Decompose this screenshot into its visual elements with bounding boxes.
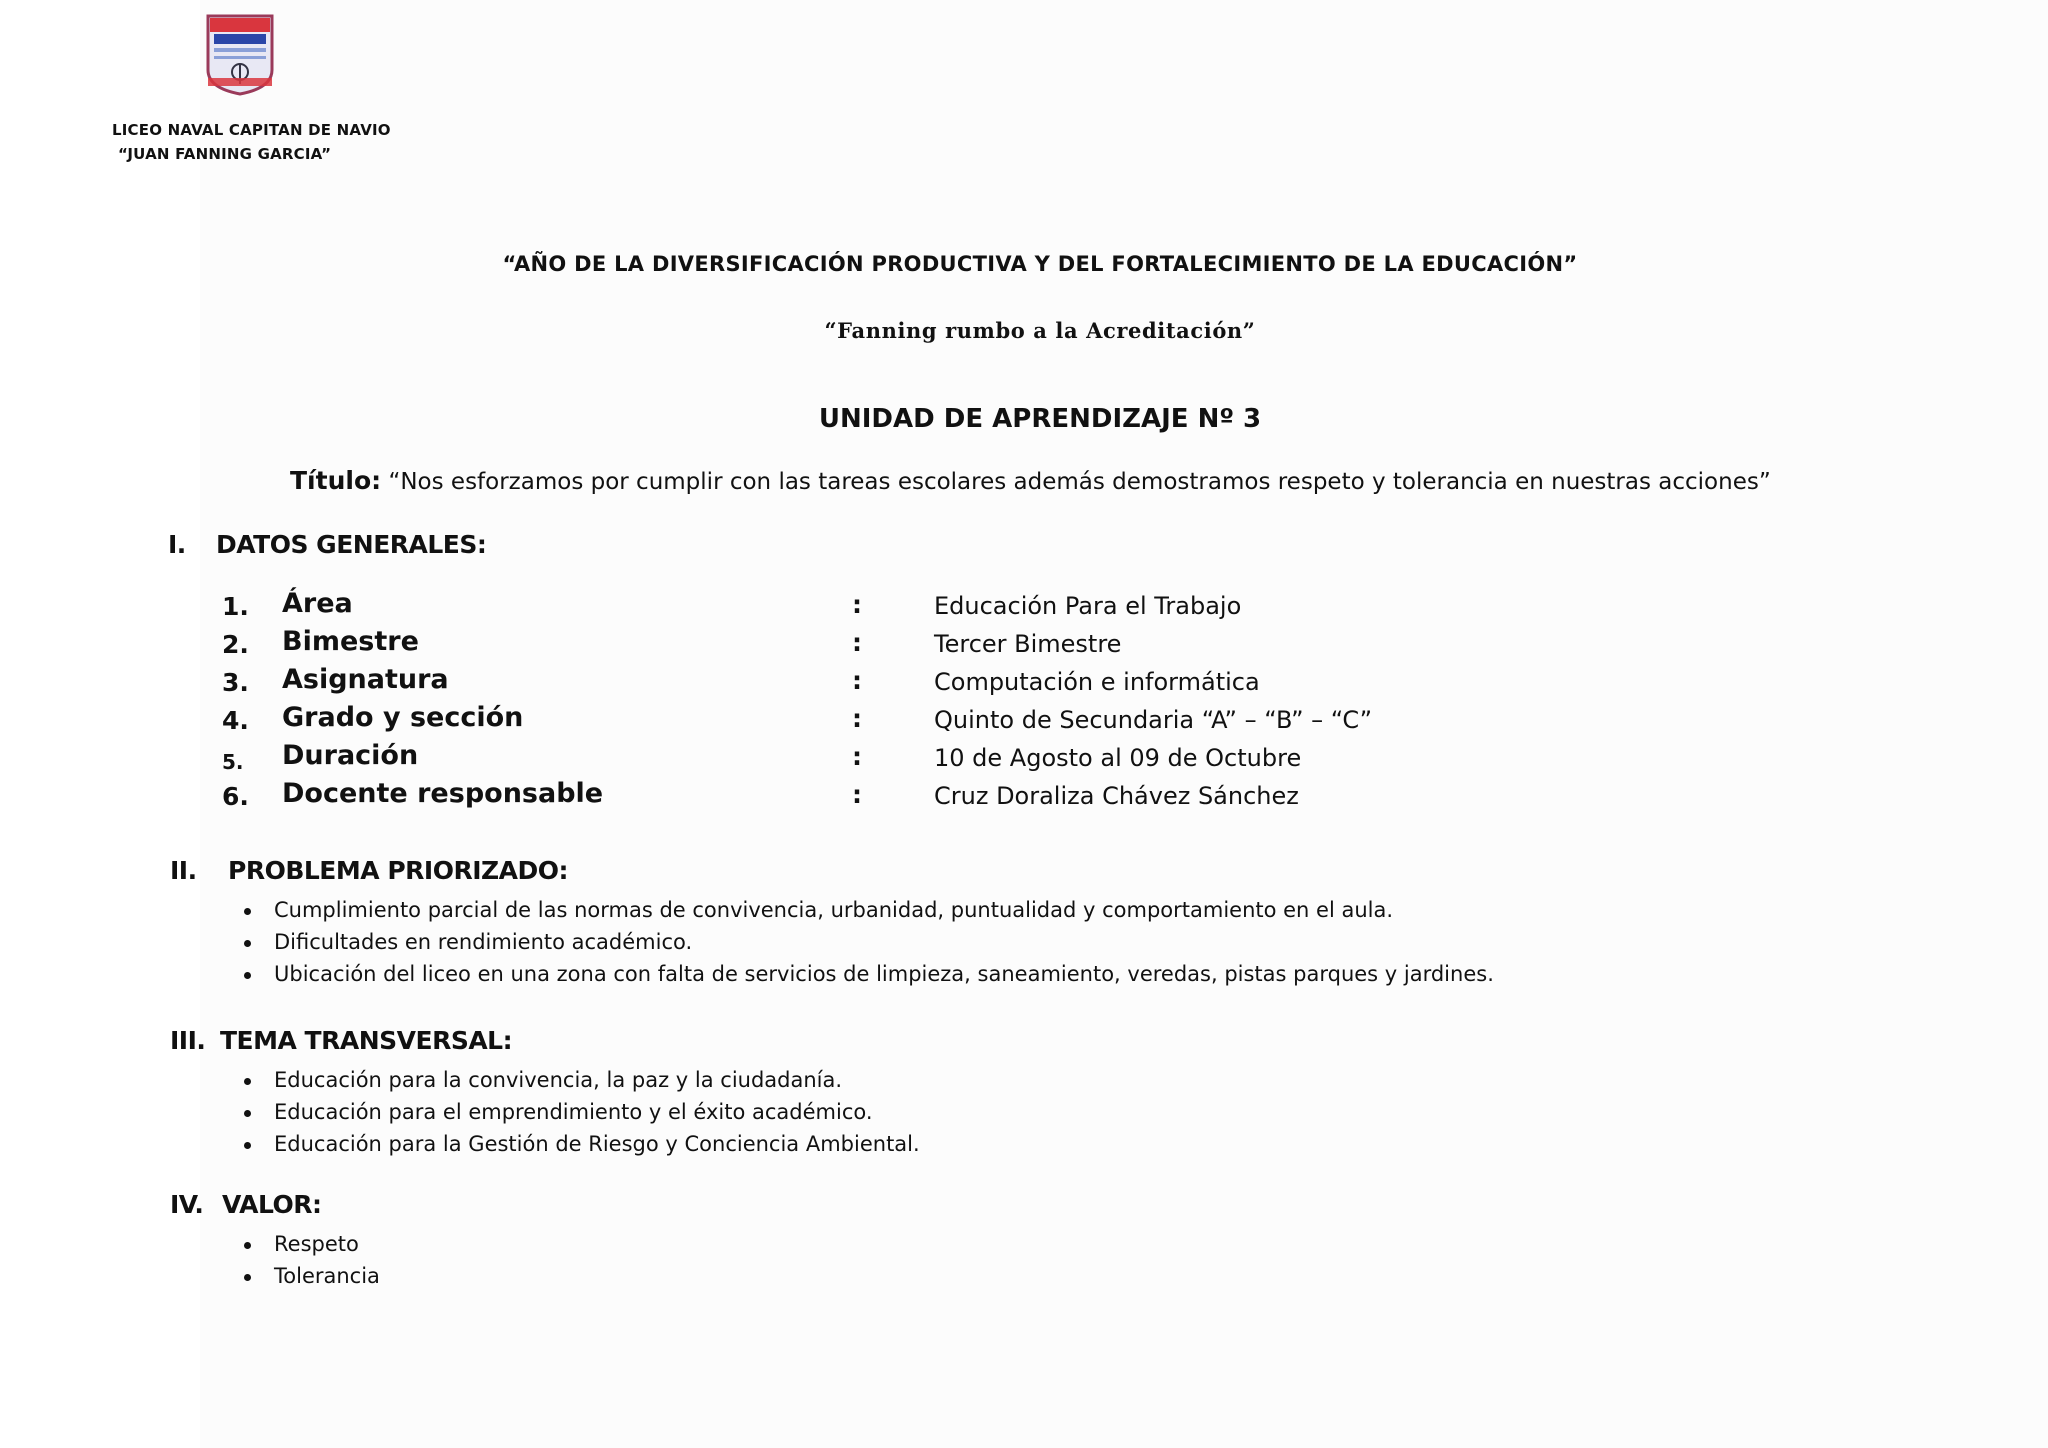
section-tema-heading <box>170 1026 512 1055</box>
titulo-label: Título: <box>290 466 382 495</box>
row-label: Asignatura <box>282 664 449 695</box>
row-number: 2. <box>222 630 249 659</box>
row-value: Quinto de Secundaria “A” – “B” – “C” <box>934 706 1372 734</box>
row-colon: : <box>852 628 862 657</box>
row-number: 6. <box>222 782 249 811</box>
list-item: Educación para la Gestión de Riesgo y Conciencia Ambiental. <box>242 1128 920 1160</box>
row-number: 3. <box>222 668 249 697</box>
section-number: II. <box>170 856 197 885</box>
section-title: PROBLEMA PRIORIZADO: <box>228 856 568 885</box>
section-number: IV. <box>170 1190 204 1219</box>
row-label: Bimestre <box>282 626 419 657</box>
section-valor-heading <box>170 1190 322 1219</box>
section-title: DATOS GENERALES: <box>216 530 487 559</box>
year-motto: “AÑO DE LA DIVERSIFICACIÓN PRODUCTIVA Y DEL FORTALECIMIENTO DE LA EDUCACIÓN” <box>502 252 1578 276</box>
row-number: 1. <box>222 592 249 621</box>
row-label: Docente responsable <box>282 778 604 809</box>
slogan: “Fanning rumbo a la Acreditación” <box>824 318 1256 343</box>
list-item: Cumplimiento parcial de las normas de convivencia, urbanidad, puntualidad y comportamiento en el aula. <box>242 894 1494 926</box>
school-name-line2: “JUAN FANNING GARCIA” <box>118 145 332 163</box>
section-number: III. <box>170 1026 206 1055</box>
row-value: Computación e informática <box>934 668 1260 696</box>
list-item: Tolerancia <box>242 1260 380 1292</box>
list-item: Dificultades en rendimiento académico. <box>242 926 1494 958</box>
school-name-line1: LICEO NAVAL CAPITAN DE NAVIO <box>112 121 391 139</box>
row-value: Tercer Bimestre <box>934 630 1122 658</box>
valor-list <box>242 1228 380 1292</box>
row-value: 10 de Agosto al 09 de Octubre <box>934 744 1302 772</box>
row-colon: : <box>852 742 862 771</box>
section-title: TEMA TRANSVERSAL: <box>220 1026 513 1055</box>
problema-list <box>242 894 1494 990</box>
row-label: Duración <box>282 740 419 771</box>
list-item: Ubicación del liceo en una zona con falta de servicios de limpieza, saneamiento, veredas, pistas parques y jardines. <box>242 958 1494 990</box>
list-item: Respeto <box>242 1228 380 1260</box>
row-value: Cruz Doraliza Chávez Sánchez <box>934 782 1299 810</box>
row-colon: : <box>852 666 862 695</box>
row-colon: : <box>852 704 862 733</box>
section-problema-heading <box>170 856 568 885</box>
unit-titulo <box>290 466 1771 495</box>
section-title: VALOR: <box>222 1190 322 1219</box>
list-item: Educación para la convivencia, la paz y la ciudadanía. <box>242 1064 920 1096</box>
list-item: Educación para el emprendimiento y el éxito académico. <box>242 1096 920 1128</box>
row-number: 5. <box>222 750 244 774</box>
school-crest-icon <box>200 14 280 96</box>
school-name <box>112 118 391 166</box>
row-colon: : <box>852 780 862 809</box>
row-label: Área <box>282 588 353 619</box>
tema-list <box>242 1064 920 1160</box>
row-colon: : <box>852 590 862 619</box>
section-datos-heading <box>168 530 486 559</box>
row-value: Educación Para el Trabajo <box>934 592 1242 620</box>
unit-title: UNIDAD DE APRENDIZAJE Nº 3 <box>818 404 1262 434</box>
section-number: I. <box>168 530 186 559</box>
row-number: 4. <box>222 706 249 735</box>
row-label: Grado y sección <box>282 702 524 733</box>
titulo-text: “Nos esforzamos por cumplir con las tareas escolares además demostramos respeto y tolerancia en nuestras acciones” <box>388 469 1771 495</box>
